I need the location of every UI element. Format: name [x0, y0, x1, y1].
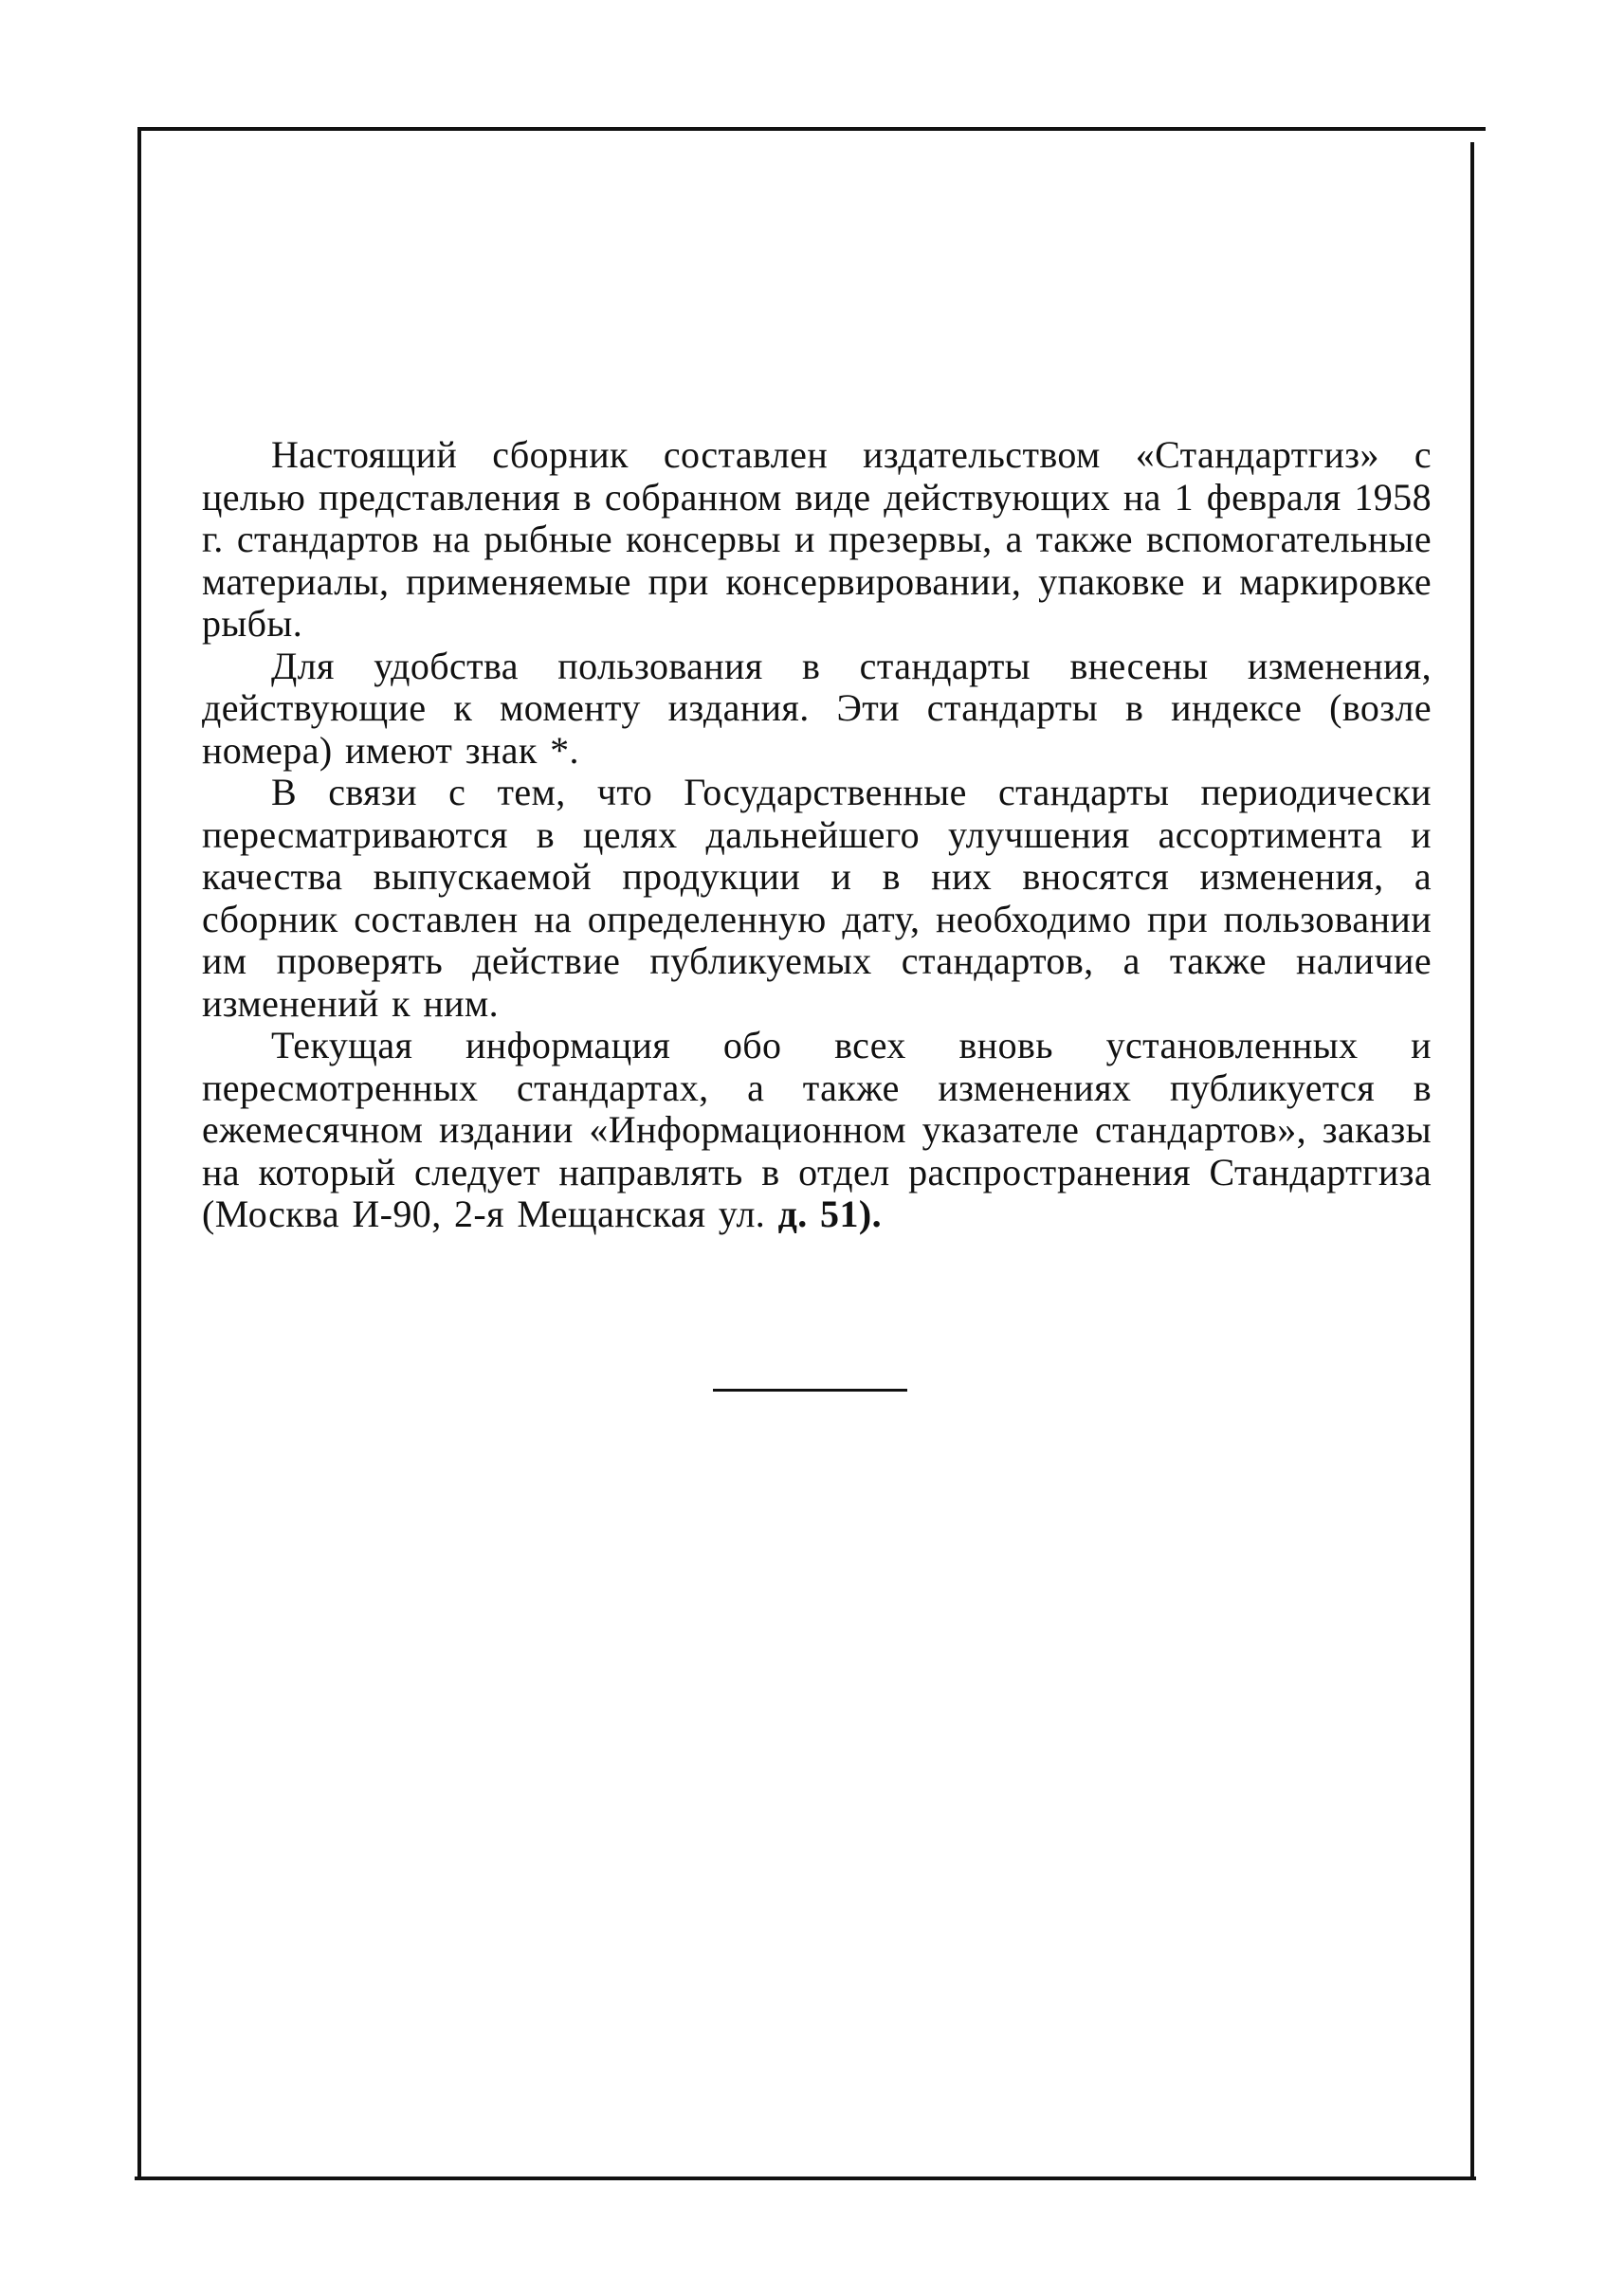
foreword-paragraph-4-text: Текущая информация обо всех вновь установленных и пересмотренных стандартах, а также изменениях публикуется в ежемесячном издании «Информационном указателе стандартов», заказы на который следует направлять в отдел распространения Стандартгиза (Москва И-90, 2-я Мещанская ул. — [202, 1024, 1432, 1235]
foreword-paragraph-2 — [202, 646, 1432, 773]
page-frame-right-border — [1470, 142, 1474, 2180]
foreword-text-block — [202, 434, 1432, 1236]
page-frame-top-border — [139, 127, 1486, 131]
foreword-paragraph-3 — [202, 772, 1432, 1025]
page-frame-left-border — [137, 127, 141, 2180]
foreword-paragraph-1 — [202, 434, 1432, 646]
address-house-number: д. 51). — [777, 1193, 882, 1235]
foreword-paragraph-3-text: В связи с тем, что Государственные стандарты периодически пересматриваются в целях дальнейшего улучшения ассортимента и качества выпускаемой продукции и в них вносятся изменения, а сборник составлен на определенную дату, необходимо при пользовании им проверять действие публикуемых стандартов, а также наличие изменений к ним. — [202, 771, 1432, 1025]
section-divider-rule — [713, 1389, 907, 1392]
foreword-paragraph-1-text: Настоящий сборник составлен издательством «Стандартгиз» с целью представления в собранном виде действующих на 1 февраля 1958 г. стандартов на рыбные консервы и презервы, а также вспомогательные материалы, применяемые при консервировании, упаковке и маркировке рыбы. — [202, 433, 1432, 645]
page-frame-bottom-border — [135, 2177, 1476, 2180]
foreword-paragraph-2-text: Для удобства пользования в стандарты внесены изменения, действующие к моменту издания. Эти стандарты в индексе (возле номера) имеют знак *. — [202, 644, 1432, 772]
foreword-paragraph-4 — [202, 1025, 1432, 1236]
